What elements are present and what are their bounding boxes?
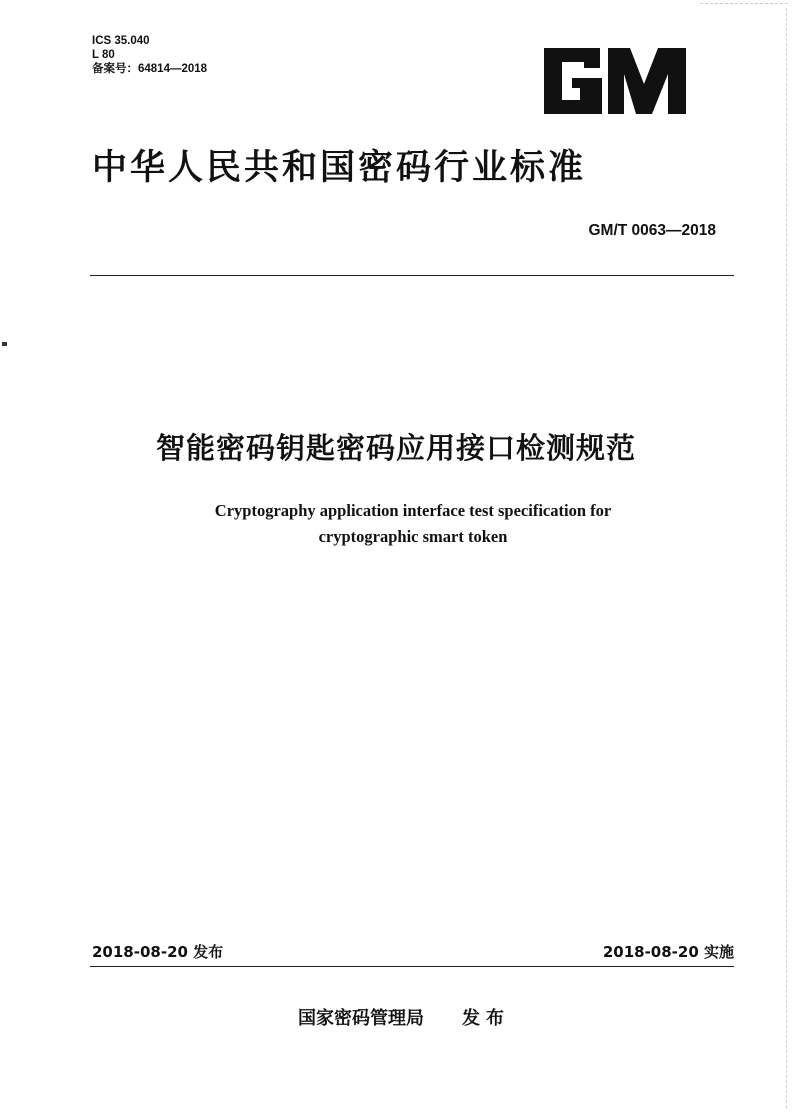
- english-title-line-2: cryptographic smart token: [318, 527, 508, 546]
- document-title-chinese: 智能密码钥匙密码应用接口检测规范: [155, 431, 636, 465]
- publisher-line: [298, 1004, 510, 1030]
- industry-standard-title: 中华人民共和国密码行业标准: [92, 148, 587, 188]
- footer-divider: [90, 966, 734, 967]
- gm-logo-graphic: [540, 44, 690, 118]
- publisher-action: 发布: [462, 1008, 510, 1029]
- header-divider: [90, 275, 734, 276]
- standard-number: GM/T 0063—2018: [588, 222, 716, 239]
- scan-edge-top: [700, 3, 788, 4]
- ccs-code: L 80: [92, 49, 115, 61]
- gm-logo-letter-g: [544, 48, 602, 114]
- gm-logo: [540, 44, 690, 118]
- scan-edge-right: [786, 8, 787, 1108]
- record-number: 备案号：64814—2018: [92, 63, 208, 75]
- margin-mark: [2, 342, 7, 346]
- gm-logo-letter-m: [608, 48, 686, 114]
- effective-date: 2018-08-20 实施: [602, 943, 734, 961]
- publisher-name: 国家密码管理局: [298, 1008, 424, 1029]
- document-title-english: [0, 498, 792, 550]
- ics-code: ICS 35.040: [92, 35, 150, 47]
- english-title-line-1: Cryptography application interface test specification for: [214, 501, 612, 520]
- issue-date: 2018-08-20 发布: [92, 943, 224, 961]
- classification-block: [92, 34, 207, 76]
